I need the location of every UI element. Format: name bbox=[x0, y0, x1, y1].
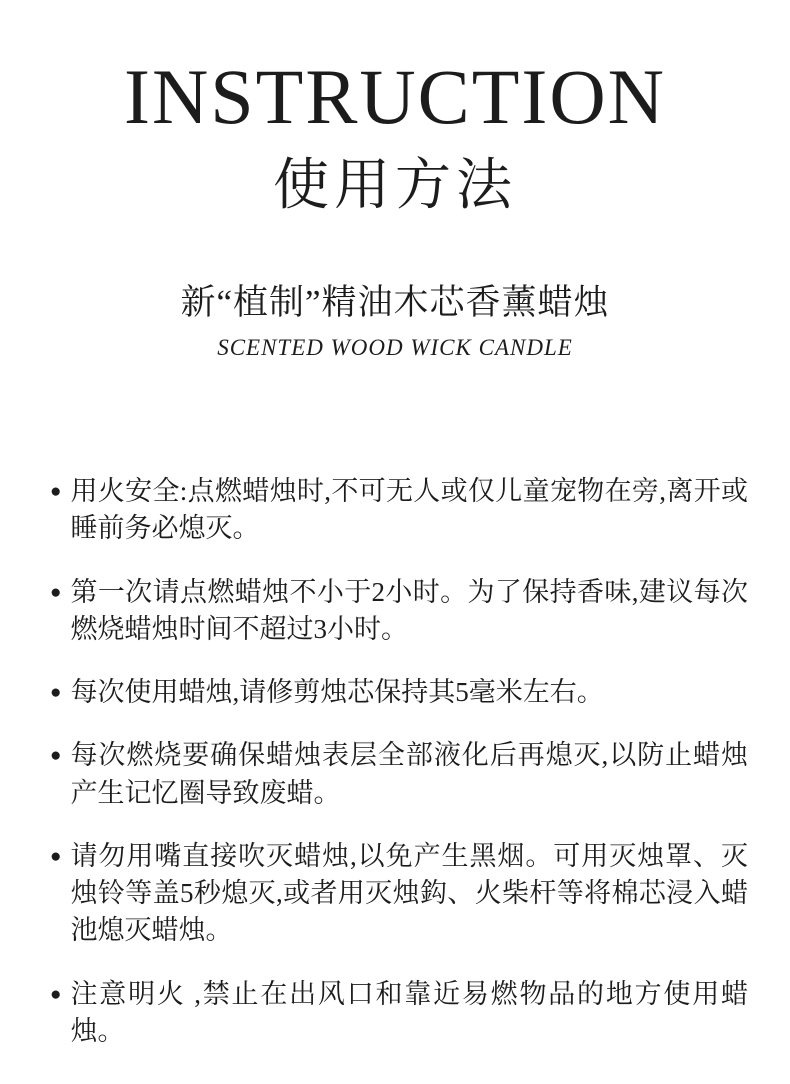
instruction-text: 请勿用嘴直接吹灭蜡烛,以免产生黑烟。可用灭烛罩、灭烛铃等盖5秒熄灭,或者用灭烛鈎、火柴杆等将棉芯浸入蜡池熄灭蜡烛。 bbox=[70, 840, 748, 946]
instruction-text: 每次使用蜡烛,请修剪烛芯保持其5毫米左右。 bbox=[70, 677, 604, 708]
instruction-text: 第一次请点燃蜡烛不小于2小时。为了保持香味,建议每次燃烧蜡烛时间不超过3小时。 bbox=[70, 576, 748, 644]
instruction-list bbox=[0, 473, 790, 1050]
bullet-icon: ● bbox=[50, 745, 62, 767]
instruction-item bbox=[50, 838, 748, 950]
instruction-item bbox=[50, 674, 748, 711]
instruction-text: 每次燃烧要确保蜡烛表层全部液化后再熄灭,以防止蜡烛产生记忆圈导致废蜡。 bbox=[70, 740, 748, 808]
bullet-icon: ● bbox=[50, 983, 62, 1005]
page-title-english: INSTRUCTION bbox=[124, 53, 666, 140]
instruction-text: 用火安全:点燃蜡烛时,不可无人或仅儿童宠物在旁,离开或睡前务必熄灭。 bbox=[70, 476, 748, 544]
instruction-item bbox=[50, 574, 748, 649]
instruction-item bbox=[50, 976, 748, 1051]
instruction-item bbox=[50, 737, 748, 812]
product-name-chinese: 新“植制”精油木芯香薰蜡烛 bbox=[180, 282, 610, 322]
instruction-item bbox=[50, 473, 748, 548]
page-title-chinese: 使用方法 bbox=[273, 155, 517, 217]
bullet-icon: ● bbox=[50, 581, 62, 603]
bullet-icon: ● bbox=[50, 845, 62, 867]
bullet-icon: ● bbox=[50, 481, 62, 503]
product-name-english: SCENTED WOOD WICK CANDLE bbox=[217, 334, 573, 360]
bullet-icon: ● bbox=[50, 682, 62, 704]
instruction-text: 注意明火 ,禁止在出风口和靠近易燃物品的地方使用蜡烛。 bbox=[70, 978, 748, 1046]
